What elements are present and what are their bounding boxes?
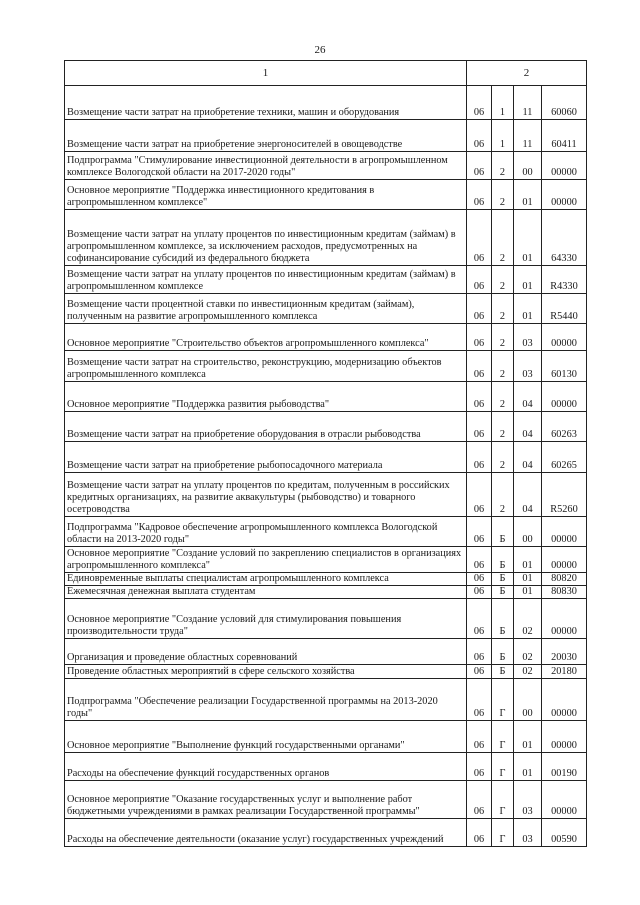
code-section-cell: 06 bbox=[467, 152, 492, 180]
item-name-cell: Расходы на обеспечение деятельности (оказание услуг) государственных учреждений bbox=[65, 819, 467, 847]
code-section-cell: 06 bbox=[467, 753, 492, 781]
code-subprogram-cell: 2 bbox=[492, 442, 514, 473]
code-measure-cell: 00 bbox=[514, 679, 542, 721]
table-row bbox=[65, 753, 587, 781]
table-row bbox=[65, 351, 587, 382]
table-row bbox=[65, 819, 587, 847]
item-name-cell: Возмещение части затрат на приобретение рыбопосадочного материала bbox=[65, 442, 467, 473]
code-subprogram-cell: 2 bbox=[492, 294, 514, 324]
code-measure-cell: 01 bbox=[514, 266, 542, 294]
code-subprogram-cell: Б bbox=[492, 573, 514, 586]
code-measure-cell: 01 bbox=[514, 586, 542, 599]
code-expense-cell: 00000 bbox=[542, 547, 587, 573]
code-measure-cell: 01 bbox=[514, 573, 542, 586]
code-section-cell: 06 bbox=[467, 517, 492, 547]
code-expense-cell: R5440 bbox=[542, 294, 587, 324]
code-expense-cell: 80830 bbox=[542, 586, 587, 599]
code-expense-cell: 00000 bbox=[542, 721, 587, 753]
item-name-cell: Возмещение части затрат на уплату процентов по кредитам, полученным в российских кредитных организациях, на развитие аквакультуры (рыбоводство) и товарного осетроводства bbox=[65, 473, 467, 517]
code-measure-cell: 00 bbox=[514, 517, 542, 547]
code-measure-cell: 01 bbox=[514, 721, 542, 753]
code-subprogram-cell: Б bbox=[492, 586, 514, 599]
code-section-cell: 06 bbox=[467, 351, 492, 382]
code-subprogram-cell: 2 bbox=[492, 324, 514, 351]
code-section-cell: 06 bbox=[467, 665, 492, 679]
code-subprogram-cell: Г bbox=[492, 753, 514, 781]
table-row bbox=[65, 86, 587, 120]
item-name-cell: Возмещение части затрат на приобретение техники, машин и оборудования bbox=[65, 86, 467, 120]
code-measure-cell: 03 bbox=[514, 819, 542, 847]
code-expense-cell: 00000 bbox=[542, 382, 587, 412]
code-expense-cell: 20180 bbox=[542, 665, 587, 679]
table-row bbox=[65, 412, 587, 442]
code-subprogram-cell: Б bbox=[492, 547, 514, 573]
page-number: 26 bbox=[314, 44, 326, 56]
code-subprogram-cell: 2 bbox=[492, 210, 514, 266]
code-subprogram-cell: 2 bbox=[492, 152, 514, 180]
code-subprogram-cell: 2 bbox=[492, 266, 514, 294]
item-name-cell: Основное мероприятие "Строительство объектов агропромышленного комплекса" bbox=[65, 324, 467, 351]
table-row bbox=[65, 382, 587, 412]
code-section-cell: 06 bbox=[467, 679, 492, 721]
table-row bbox=[65, 120, 587, 152]
table-row bbox=[65, 547, 587, 573]
code-measure-cell: 01 bbox=[514, 753, 542, 781]
code-measure-cell: 02 bbox=[514, 599, 542, 639]
code-expense-cell: 60060 bbox=[542, 86, 587, 120]
code-section-cell: 06 bbox=[467, 412, 492, 442]
budget-classification-table bbox=[64, 60, 587, 847]
code-section-cell: 06 bbox=[467, 86, 492, 120]
table-row bbox=[65, 573, 587, 586]
table-row bbox=[65, 152, 587, 180]
code-measure-cell: 01 bbox=[514, 294, 542, 324]
header-column-2: 2 bbox=[467, 61, 587, 86]
code-expense-cell: 00000 bbox=[542, 180, 587, 210]
item-name-cell: Расходы на обеспечение функций государственных органов bbox=[65, 753, 467, 781]
item-name-cell: Единовременные выплаты специалистам агропромышленного комплекса bbox=[65, 573, 467, 586]
code-section-cell: 06 bbox=[467, 599, 492, 639]
table-row bbox=[65, 294, 587, 324]
item-name-cell: Возмещение части затрат на уплату процентов по инвестиционным кредитам (займам) в агропромышленном комплексе, за исключением расходов, предусмотренных на софинансирование субсидий из федерального бюджета bbox=[65, 210, 467, 266]
code-expense-cell: 00190 bbox=[542, 753, 587, 781]
code-measure-cell: 04 bbox=[514, 382, 542, 412]
table-row bbox=[65, 599, 587, 639]
item-name-cell: Основное мероприятие "Создание условий для стимулирования повышения производительности труда" bbox=[65, 599, 467, 639]
code-expense-cell: 60263 bbox=[542, 412, 587, 442]
code-expense-cell: R5260 bbox=[542, 473, 587, 517]
code-section-cell: 06 bbox=[467, 324, 492, 351]
code-section-cell: 06 bbox=[467, 180, 492, 210]
code-measure-cell: 03 bbox=[514, 351, 542, 382]
table-row bbox=[65, 721, 587, 753]
code-measure-cell: 11 bbox=[514, 86, 542, 120]
code-subprogram-cell: Г bbox=[492, 721, 514, 753]
code-subprogram-cell: 2 bbox=[492, 180, 514, 210]
code-measure-cell: 01 bbox=[514, 180, 542, 210]
code-expense-cell: 20030 bbox=[542, 639, 587, 665]
code-subprogram-cell: 2 bbox=[492, 473, 514, 517]
table-row bbox=[65, 679, 587, 721]
item-name-cell: Возмещение части затрат на уплату процентов по инвестиционным кредитам (займам) в агропромышленном комплексе bbox=[65, 266, 467, 294]
item-name-cell: Возмещение части процентной ставки по инвестиционным кредитам (займам), полученным на развитие агропромышленного комплекса bbox=[65, 294, 467, 324]
code-section-cell: 06 bbox=[467, 819, 492, 847]
table-row bbox=[65, 266, 587, 294]
code-expense-cell: 00000 bbox=[542, 781, 587, 819]
table-row bbox=[65, 442, 587, 473]
item-name-cell: Возмещение части затрат на приобретение оборудования в отрасли рыбоводства bbox=[65, 412, 467, 442]
code-subprogram-cell: 2 bbox=[492, 351, 514, 382]
code-expense-cell: 00590 bbox=[542, 819, 587, 847]
item-name-cell: Подпрограмма "Обеспечение реализации Государственной программы на 2013-2020 годы" bbox=[65, 679, 467, 721]
code-measure-cell: 01 bbox=[514, 547, 542, 573]
code-subprogram-cell: Г bbox=[492, 679, 514, 721]
code-expense-cell: 00000 bbox=[542, 679, 587, 721]
code-measure-cell: 03 bbox=[514, 324, 542, 351]
code-section-cell: 06 bbox=[467, 442, 492, 473]
code-measure-cell: 01 bbox=[514, 210, 542, 266]
table-row bbox=[65, 473, 587, 517]
code-section-cell: 06 bbox=[467, 120, 492, 152]
code-section-cell: 06 bbox=[467, 473, 492, 517]
table-row bbox=[65, 665, 587, 679]
item-name-cell: Возмещение части затрат на приобретение энергоносителей в овощеводстве bbox=[65, 120, 467, 152]
item-name-cell: Основное мероприятие "Оказание государственных услуг и выполнение работ бюджетными учреждениями в рамках реализации Государственной программы" bbox=[65, 781, 467, 819]
code-subprogram-cell: Б bbox=[492, 599, 514, 639]
table-row bbox=[65, 781, 587, 819]
code-subprogram-cell: Б bbox=[492, 517, 514, 547]
header-column-1: 1 bbox=[65, 61, 467, 86]
code-measure-cell: 04 bbox=[514, 412, 542, 442]
code-section-cell: 06 bbox=[467, 294, 492, 324]
item-name-cell: Основное мероприятие "Создание условий по закреплению специалистов в организациях агропромышленного комплекса" bbox=[65, 547, 467, 573]
table-row bbox=[65, 586, 587, 599]
code-measure-cell: 11 bbox=[514, 120, 542, 152]
item-name-cell: Основное мероприятие "Поддержка инвестиционного кредитования в агропромышленном комплексе" bbox=[65, 180, 467, 210]
code-subprogram-cell: Б bbox=[492, 639, 514, 665]
code-section-cell: 06 bbox=[467, 382, 492, 412]
code-subprogram-cell: 1 bbox=[492, 86, 514, 120]
code-measure-cell: 03 bbox=[514, 781, 542, 819]
code-section-cell: 06 bbox=[467, 586, 492, 599]
code-section-cell: 06 bbox=[467, 721, 492, 753]
table-row bbox=[65, 210, 587, 266]
code-section-cell: 06 bbox=[467, 573, 492, 586]
table-row bbox=[65, 639, 587, 665]
table-row bbox=[65, 517, 587, 547]
item-name-cell: Организация и проведение областных соревнований bbox=[65, 639, 467, 665]
code-expense-cell: 00000 bbox=[542, 517, 587, 547]
table-row bbox=[65, 180, 587, 210]
code-measure-cell: 04 bbox=[514, 473, 542, 517]
item-name-cell: Ежемесячная денежная выплата студентам bbox=[65, 586, 467, 599]
code-subprogram-cell: 1 bbox=[492, 120, 514, 152]
code-measure-cell: 00 bbox=[514, 152, 542, 180]
item-name-cell: Возмещение части затрат на строительство, реконструкцию, модернизацию объектов агропромышленного комплекса bbox=[65, 351, 467, 382]
code-section-cell: 06 bbox=[467, 781, 492, 819]
code-expense-cell: 00000 bbox=[542, 152, 587, 180]
item-name-cell: Основное мероприятие "Выполнение функций государственными органами" bbox=[65, 721, 467, 753]
code-section-cell: 06 bbox=[467, 639, 492, 665]
item-name-cell: Подпрограмма "Кадровое обеспечение агропромышленного комплекса Вологодской области на 2013-2020 годы" bbox=[65, 517, 467, 547]
code-expense-cell: 60130 bbox=[542, 351, 587, 382]
code-measure-cell: 04 bbox=[514, 442, 542, 473]
code-subprogram-cell: 2 bbox=[492, 382, 514, 412]
code-section-cell: 06 bbox=[467, 266, 492, 294]
code-expense-cell: 00000 bbox=[542, 324, 587, 351]
code-expense-cell: 60265 bbox=[542, 442, 587, 473]
item-name-cell: Проведение областных мероприятий в сфере сельского хозяйства bbox=[65, 665, 467, 679]
code-measure-cell: 02 bbox=[514, 639, 542, 665]
code-expense-cell: 60411 bbox=[542, 120, 587, 152]
code-expense-cell: 80820 bbox=[542, 573, 587, 586]
code-subprogram-cell: Г bbox=[492, 819, 514, 847]
code-measure-cell: 02 bbox=[514, 665, 542, 679]
item-name-cell: Основное мероприятие "Поддержка развития рыбоводства" bbox=[65, 382, 467, 412]
code-expense-cell: R4330 bbox=[542, 266, 587, 294]
table-header-row bbox=[65, 61, 587, 86]
table-row bbox=[65, 324, 587, 351]
code-subprogram-cell: Г bbox=[492, 781, 514, 819]
code-subprogram-cell: Б bbox=[492, 665, 514, 679]
code-section-cell: 06 bbox=[467, 210, 492, 266]
code-expense-cell: 64330 bbox=[542, 210, 587, 266]
item-name-cell: Подпрограмма "Стимулирование инвестиционной деятельности в агропромышленном комплексе Вологодской области на 2017-2020 годы" bbox=[65, 152, 467, 180]
code-expense-cell: 00000 bbox=[542, 599, 587, 639]
code-subprogram-cell: 2 bbox=[492, 412, 514, 442]
code-section-cell: 06 bbox=[467, 547, 492, 573]
